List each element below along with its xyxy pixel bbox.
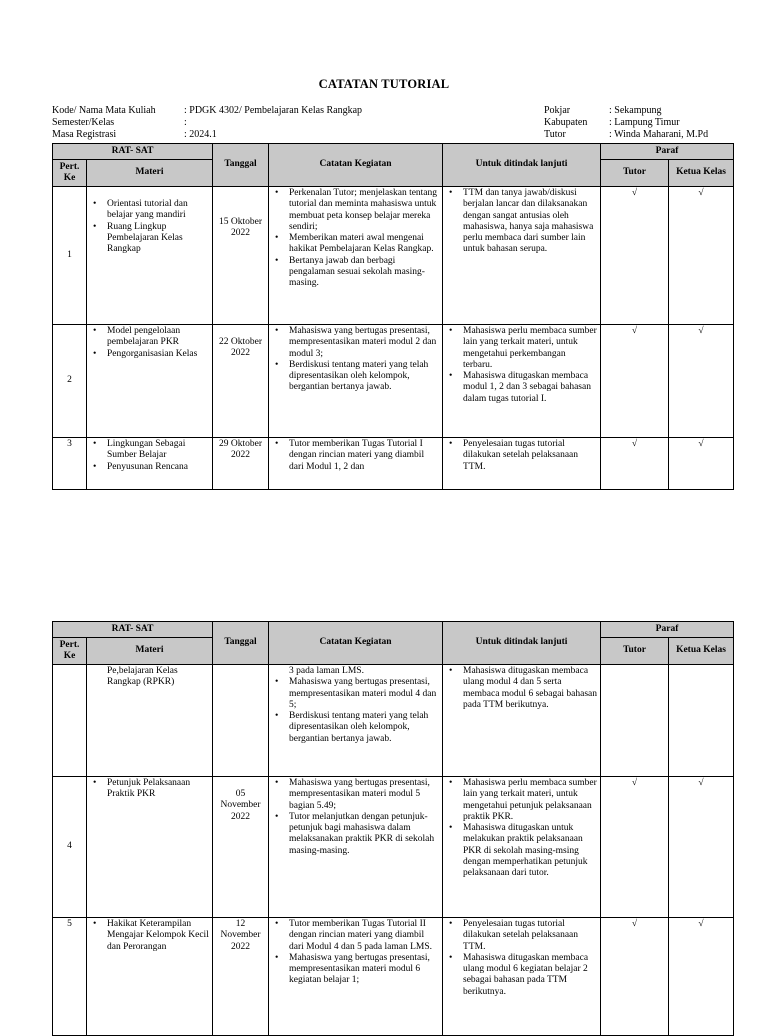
list-item: • Mahasiswa ditugaskan membaca modul 1, 2 dan 3 sebagai bahasan dalam tugas tutorial I. (463, 371, 597, 405)
pert-cell: 2 (53, 325, 87, 438)
list-item: • Ruang Lingkup Pembelajaran Kelas Rangkap (107, 222, 209, 256)
list-item: • Pengorganisasian Kelas (107, 349, 209, 360)
list-item: • Lingkungan Sebagai Sumber Belajar (107, 439, 209, 462)
table-row (53, 438, 734, 490)
meta-label: Masa Registrasi (52, 129, 117, 140)
list-item: • Penyusunan Rencana (107, 462, 209, 473)
catatan-cell (269, 918, 443, 1036)
paraf-tutor-cell (601, 438, 669, 490)
list-item: • Tutor melanjutkan dengan petunjuk-petunjuk bagi mahasiswa dalam melaksanakan praktik PKR di sekolah masing-masing. (289, 812, 439, 857)
list-item: • Memberikan materi awal mengenai hakikat Pembelajaran Kelas Rangkap. (289, 233, 439, 256)
header-pert: Pert. Ke (53, 160, 87, 187)
paraf-tutor-cell (601, 777, 669, 918)
list-item: • Mahasiswa yang bertugas presentasi, mempresentasikan materi modul 5 bagian 5.49; (289, 778, 439, 812)
tanggal-cell: 22 Oktober 2022 (213, 325, 269, 438)
paraf-tutor-cell (601, 918, 669, 1036)
meta-value: : Lampung Timur (609, 117, 680, 128)
list-item: • Mahasiswa yang bertugas presentasi, mempresentasikan materi modul 6 kegiatan belajar 1; (289, 953, 439, 987)
catatan-cell (269, 187, 443, 325)
meta-value: : (184, 117, 187, 128)
paraf-ketua-cell (669, 325, 734, 438)
list-item: • Berdiskusi tentang materi yang telah dipresentasikan oleh kelompok, bergantian bertanya jawab. (289, 360, 439, 394)
meta-row (52, 105, 362, 117)
meta-value: : PDGK 4302/ Pembelajaran Kelas Rangkap (184, 105, 363, 116)
paraf-tutor-cell (601, 187, 669, 325)
catatan-cell (269, 777, 443, 918)
list-item: • Model pengelolaan pembelajaran PKR (107, 326, 209, 349)
tindak-cell (443, 665, 601, 777)
header-pert: Pert. Ke (53, 638, 87, 665)
check-mark: √ (631, 326, 638, 336)
meta-value: : Sekampung (609, 105, 662, 116)
tutorial-table-1 (52, 143, 734, 490)
materi-text: Pe,belajaran Kelas Rangkap (RPKR) (107, 666, 178, 688)
tanggal-cell (213, 665, 269, 777)
list-item: • Mahasiswa yang bertugas presentasi, mempresentasikan materi modul 4 dan 5; (289, 677, 439, 711)
materi-cell (87, 665, 213, 777)
meta-row (52, 117, 362, 129)
meta-label: Kabupaten (544, 117, 588, 128)
pert-cell: 5 (53, 918, 87, 1036)
meta-label: Semester/Kelas (52, 117, 115, 128)
paraf-tutor-cell (601, 325, 669, 438)
paraf-ketua-cell (669, 187, 734, 325)
materi-cell (87, 325, 213, 438)
paraf-ketua-cell (669, 438, 734, 490)
table-row (53, 187, 734, 325)
list-item: • Tutor memberikan Tugas Tutorial I dengan rincian materi yang diambil dari Modul 1, 2 dan (289, 439, 439, 473)
list-item: • TTM dan tanya jawab/diskusi berjalan lancar dan dilaksanakan dengan sangat antusias oleh mahasiswa, hanya saja mahasiswa perlu membaca dari sumber lain untuk bahasan serupa. (463, 188, 597, 256)
header-tindak: Untuk ditindak lanjuti (443, 144, 601, 187)
paraf-ketua-cell (669, 665, 734, 777)
header-ketua: Ketua Kelas (669, 160, 734, 187)
table-row (53, 665, 734, 777)
catatan-continuation: 3 pada laman LMS. (289, 666, 364, 676)
list-item: • Hakikat Keterampilan Mengajar Kelompok Kecil dan Perorangan (107, 919, 209, 953)
paraf-ketua-cell (669, 777, 734, 918)
list-item: • Perkenalan Tutor; menjelaskan tentang tutorial dan meminta mahasiswa untuk membuat peta konsep belajar mereka sendiri; (289, 188, 439, 233)
materi-cell (87, 777, 213, 918)
check-mark: √ (631, 919, 638, 929)
header-catatan: Catatan Kegiatan (269, 144, 443, 187)
header-materi: Materi (87, 638, 213, 665)
header-ketua: Ketua Kelas (669, 638, 734, 665)
check-mark: √ (698, 439, 704, 449)
table-row (53, 325, 734, 438)
meta-row (52, 129, 362, 141)
header-tanggal: Tanggal (213, 622, 269, 665)
header-materi: Materi (87, 160, 213, 187)
materi-cell (87, 438, 213, 490)
list-item: • Orientasi tutorial dan belajar yang mandiri (107, 199, 209, 222)
meta-left (52, 105, 362, 141)
list-item: • Mahasiswa yang bertugas presentasi, mempresentasikan materi modul 2 dan modul 3; (289, 326, 439, 360)
tindak-cell (443, 325, 601, 438)
meta-right (544, 105, 708, 141)
check-mark: √ (631, 439, 638, 449)
header-catatan: Catatan Kegiatan (269, 622, 443, 665)
pert-cell: 3 (53, 438, 87, 490)
tindak-cell (443, 777, 601, 918)
tindak-cell (443, 918, 601, 1036)
materi-cell (87, 187, 213, 325)
list-item: • Penyelesaian tugas tutorial dilakukan setelah pelaksanaan TTM. (463, 439, 597, 473)
table-row (53, 777, 734, 918)
list-item: • Bertanya jawab dan berbagi pengalaman sesuai sekolah masing-masing. (289, 256, 439, 290)
tanggal-cell: 15 Oktober 2022 (213, 187, 269, 325)
check-mark: √ (698, 778, 704, 788)
list-item: • Mahasiswa ditugaskan membaca ulang modul 4 dan 5 serta membaca modul 6 sebagai bahasan pada TTM berikutnya. (463, 666, 597, 711)
check-mark: √ (698, 326, 704, 336)
meta-label: Pokjar (544, 105, 571, 116)
paraf-ketua-cell (669, 918, 734, 1036)
list-item: • Mahasiswa perlu membaca sumber lain yang terkait materi, untuk mengetahui perkembangan terbaru. (463, 326, 597, 371)
header-tanggal: Tanggal (213, 144, 269, 187)
check-mark: √ (698, 188, 704, 198)
catatan-cell (269, 438, 443, 490)
document-title: CATATAN TUTORIAL (318, 77, 450, 91)
meta-label: Kode/ Nama Mata Kuliah (52, 105, 156, 116)
header-paraf: Paraf (601, 622, 734, 638)
paraf-tutor-cell (601, 665, 669, 777)
tanggal-cell: 05 November 2022 (213, 777, 269, 918)
list-item: • Penyelesaian tugas tutorial dilakukan setelah pelaksanaan TTM. (463, 919, 597, 953)
meta-row (544, 105, 708, 117)
check-mark: √ (631, 188, 638, 198)
meta-label: Tutor (544, 129, 566, 140)
check-mark: √ (631, 778, 638, 788)
table-row (53, 918, 734, 1036)
meta-value: : Winda Maharani, M.Pd (609, 129, 709, 140)
list-item: • Mahasiswa perlu membaca sumber lain yang terkait materi, untuk mengetahui petunjuk pelaksanaan praktik PKR. (463, 778, 597, 823)
catatan-cell (269, 325, 443, 438)
pert-cell: 4 (53, 777, 87, 918)
catatan-cell (269, 665, 443, 777)
pert-cell: 1 (53, 187, 87, 325)
tanggal-cell: 12 November 2022 (213, 918, 269, 1036)
tindak-cell (443, 187, 601, 325)
list-item: • Mahasiswa ditugaskan membaca ulang modul 6 kegiatan belajar 2 sebagai bahasan pada TTM berikutnya. (463, 953, 597, 998)
header-paraf: Paraf (601, 144, 734, 160)
list-item: • Mahasiswa ditugaskan untuk melakukan praktik pelaksanaan PKR di sekolah masing-msing dengan memperhatikan petunjuk pelaksanaan dari tutor. (463, 823, 597, 879)
header-rat-sat: RAT- SAT (53, 144, 213, 160)
pert-cell (53, 665, 87, 777)
tutorial-table-2 (52, 621, 734, 1036)
meta-row (544, 117, 708, 129)
tanggal-cell: 29 Oktober 2022 (213, 438, 269, 490)
tindak-cell (443, 438, 601, 490)
meta-row (544, 129, 708, 141)
list-item: • Berdiskusi tentang materi yang telah dipresentasikan oleh kelompok, bergantian bertanya jawab. (289, 711, 439, 745)
header-tindak: Untuk ditindak lanjuti (443, 622, 601, 665)
header-tutor: Tutor (601, 160, 669, 187)
header-tutor: Tutor (601, 638, 669, 665)
header-rat-sat: RAT- SAT (53, 622, 213, 638)
list-item: • Tutor memberikan Tugas Tutorial II dengan rincian materi yang diambil dari Modul 4 dan 5 pada laman LMS. (289, 919, 439, 953)
materi-cell (87, 918, 213, 1036)
check-mark: √ (698, 919, 704, 929)
list-item: • Petunjuk Pelaksanaan Praktik PKR (107, 778, 209, 801)
meta-value: : 2024.1 (184, 129, 217, 140)
